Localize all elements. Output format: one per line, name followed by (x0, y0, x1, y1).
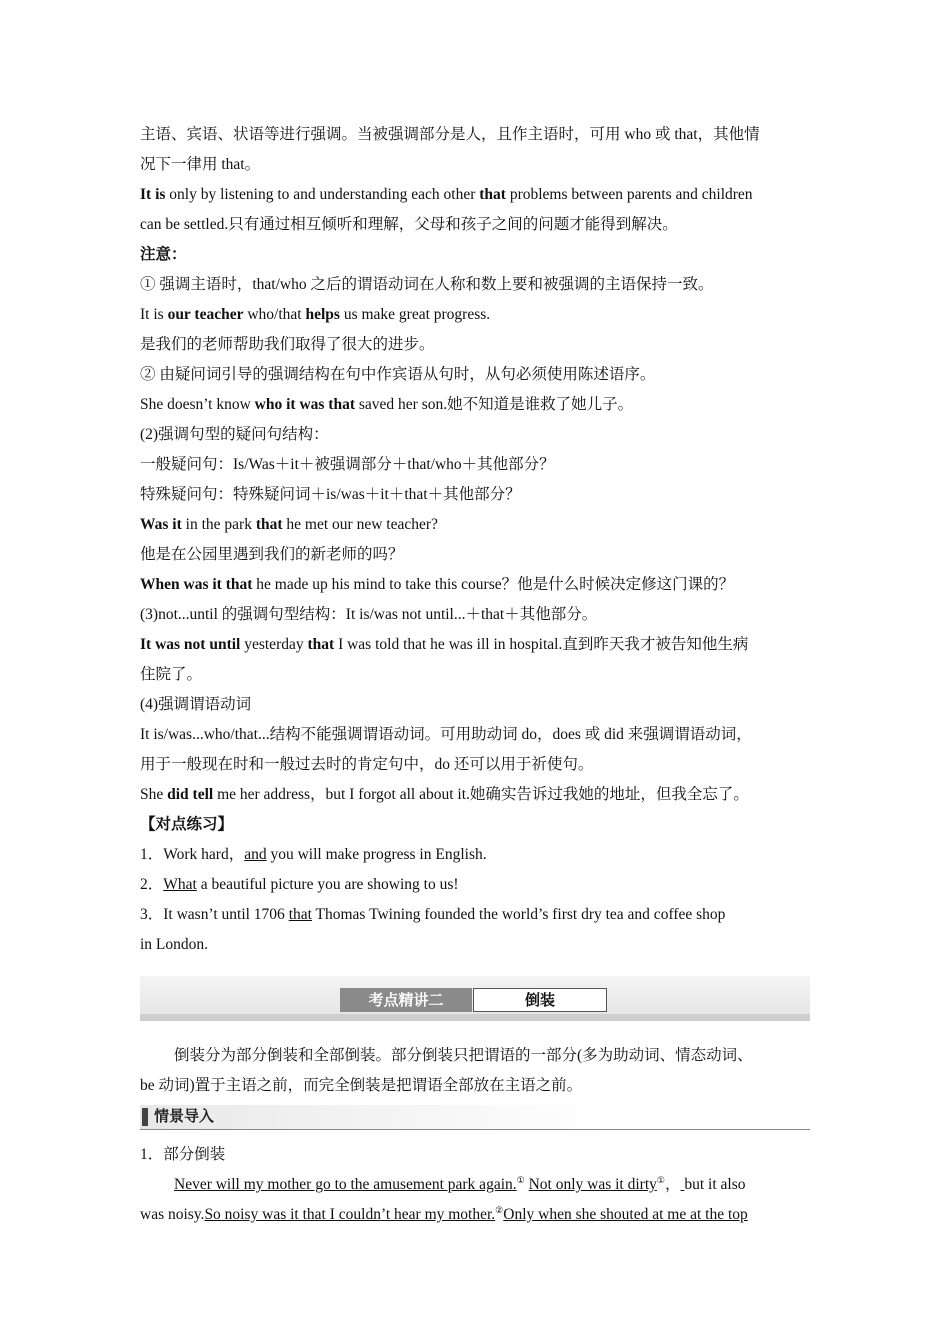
footnote-marker: ① (656, 1174, 665, 1185)
note-heading (140, 240, 810, 270)
section-4-heading: (4)强调谓语动词 (140, 696, 252, 713)
document-page (140, 120, 810, 1230)
section-banner (140, 976, 810, 1021)
answer-text: that (288, 906, 312, 923)
subsection-marker (142, 1108, 148, 1126)
underlined-sentence: Only when she shouted at me at the top (503, 1206, 748, 1223)
text: She doesn’t know (140, 396, 255, 413)
text: he made up his mind to take this course？他是什么时候决定修这门课的？ (252, 576, 735, 593)
practice-heading-text: 【对点练习】 (140, 816, 234, 833)
text: who/that (243, 306, 306, 323)
footnote-marker: ② (495, 1204, 504, 1215)
section-2-example-1 (140, 510, 810, 540)
partial-inversion-passage-2 (140, 1200, 810, 1230)
text: She (140, 786, 168, 803)
underlined-sentence: So noisy was it that I couldn’t hear my mother. (204, 1206, 496, 1223)
subsection-title: 情景导入 (154, 1107, 215, 1125)
emphasis-text: Was it (140, 516, 182, 533)
practice-heading (140, 810, 810, 840)
intro-line-2: 况下一律用 that。 (140, 156, 261, 173)
note-1: ① 强调主语时，that/who 之后的谓语动词在人称和数上要和被强调的主语保持一致。 (140, 276, 714, 293)
text: 2． (140, 876, 164, 893)
emphasis-text: our teacher (167, 306, 244, 323)
text: a beautiful picture you are showing to us! (196, 876, 459, 893)
special-question-rule: 特殊疑问句：特殊疑问词＋is/was＋it＋that＋其他部分？ (140, 486, 521, 503)
emphasis-text: that (479, 186, 506, 203)
section-3-example (140, 630, 810, 660)
text: 3．It wasn’t until 1706 (140, 906, 289, 923)
text: Thomas Twining founded the world’s first dry tea and coffee shop (311, 906, 726, 923)
text: 倒装分为部分倒装和全部倒装。部分倒装只把谓语的一部分(多为助动词、情态动词、 (174, 1047, 753, 1064)
note-1-translation: 是我们的老师帮助我们取得了很大的进步。 (140, 336, 435, 353)
note-2-example (140, 390, 810, 420)
example-sentence-cont: can be settled.只有通过相互倾听和理解，父母和孩子之间的问题才能得到解决。 (140, 216, 678, 233)
partial-inversion-passage-1 (140, 1170, 810, 1200)
intro-line-1: 主语、宾语、状语等进行强调。当被强调部分是人，且作主语时，可用 who 或 that，其他情 (140, 126, 760, 143)
text: ， (664, 1176, 681, 1193)
banner-title: 倒装 (473, 988, 607, 1012)
inversion-paragraph (140, 1041, 810, 1071)
footnote-marker: ① (516, 1174, 525, 1185)
emphasis-text: When was it that (140, 576, 253, 593)
section-2-example-1-translation: 他是在公园里遇到我们的新老师的吗？ (140, 546, 404, 563)
note-2: ② 由疑问词引导的强调结构在句中作宾语从句时，从句必须使用陈述语序。 (140, 366, 656, 383)
text: 1．Work hard， (140, 846, 245, 863)
answer-text: and (244, 846, 267, 863)
partial-inversion-heading: 1．部分倒装 (140, 1146, 226, 1163)
text: It is (140, 306, 168, 323)
text: us make great progress. (339, 306, 491, 323)
section-3-heading: (3)not...until 的强调句型结构：It is/was not until...＋that＋其他部分。 (140, 606, 598, 623)
emphasis-text: helps (305, 306, 340, 323)
underlined-sentence: Not only was it dirty (528, 1176, 657, 1193)
section-4-line-1: It is/was...who/that...结构不能强调谓语动词。可用助动词 do，does 或 did 来强调谓语动词， (140, 726, 752, 743)
section-2-heading: (2)强调句型的疑问句结构： (140, 426, 329, 443)
general-question-rule: 一般疑问句：Is/Was＋it＋被强调部分＋that/who＋其他部分？ (140, 456, 555, 473)
section-4-example (140, 780, 810, 810)
subsection-header (140, 1105, 810, 1130)
underlined-sentence: Never will my mother go to the amusement park again. (174, 1176, 517, 1193)
practice-question-3-cont: in London. (140, 936, 209, 953)
banner-label: 考点精讲二 (340, 988, 472, 1012)
text: I was told that he was ill in hospital.直到昨天我才被告知他生病 (334, 636, 749, 653)
text: in the park (181, 516, 256, 533)
answer-text: What (163, 876, 197, 893)
section-3-example-cont: 住院了。 (140, 666, 203, 683)
emphasis-text: It was not until (140, 636, 241, 653)
text: me her address，but I forgot all about it.她确实告诉过我她的地址，但我全忘了。 (213, 786, 749, 803)
text: he met our new teacher? (282, 516, 438, 533)
practice-question-2 (140, 870, 810, 900)
text: problems between parents and children (505, 186, 753, 203)
note-1-example (140, 300, 810, 330)
inversion-paragraph-cont: be 动词)置于主语之前，而完全倒装是把谓语全部放在主语之前。 (140, 1077, 583, 1094)
practice-question-3 (140, 900, 810, 930)
section-2-example-2 (140, 570, 810, 600)
emphasis-text: It is (140, 186, 166, 203)
text: but it also (684, 1176, 746, 1193)
practice-question-1 (140, 840, 810, 870)
note-heading-text: 注意： (140, 246, 187, 263)
example-sentence (140, 180, 810, 210)
text: you will make progress in English. (266, 846, 487, 863)
text: only by listening to and understanding each other (165, 186, 480, 203)
emphasis-text: who it was that (254, 396, 355, 413)
text: saved her son.她不知道是谁救了她儿子。 (355, 396, 634, 413)
emphasis-text: did tell (167, 786, 214, 803)
text: was noisy. (140, 1206, 205, 1223)
emphasis-text: that (307, 636, 335, 653)
emphasis-text: that (255, 516, 283, 533)
section-4-line-2: 用于一般现在时和一般过去时的肯定句中，do 还可以用于祈使句。 (140, 756, 594, 773)
text: yesterday (240, 636, 308, 653)
